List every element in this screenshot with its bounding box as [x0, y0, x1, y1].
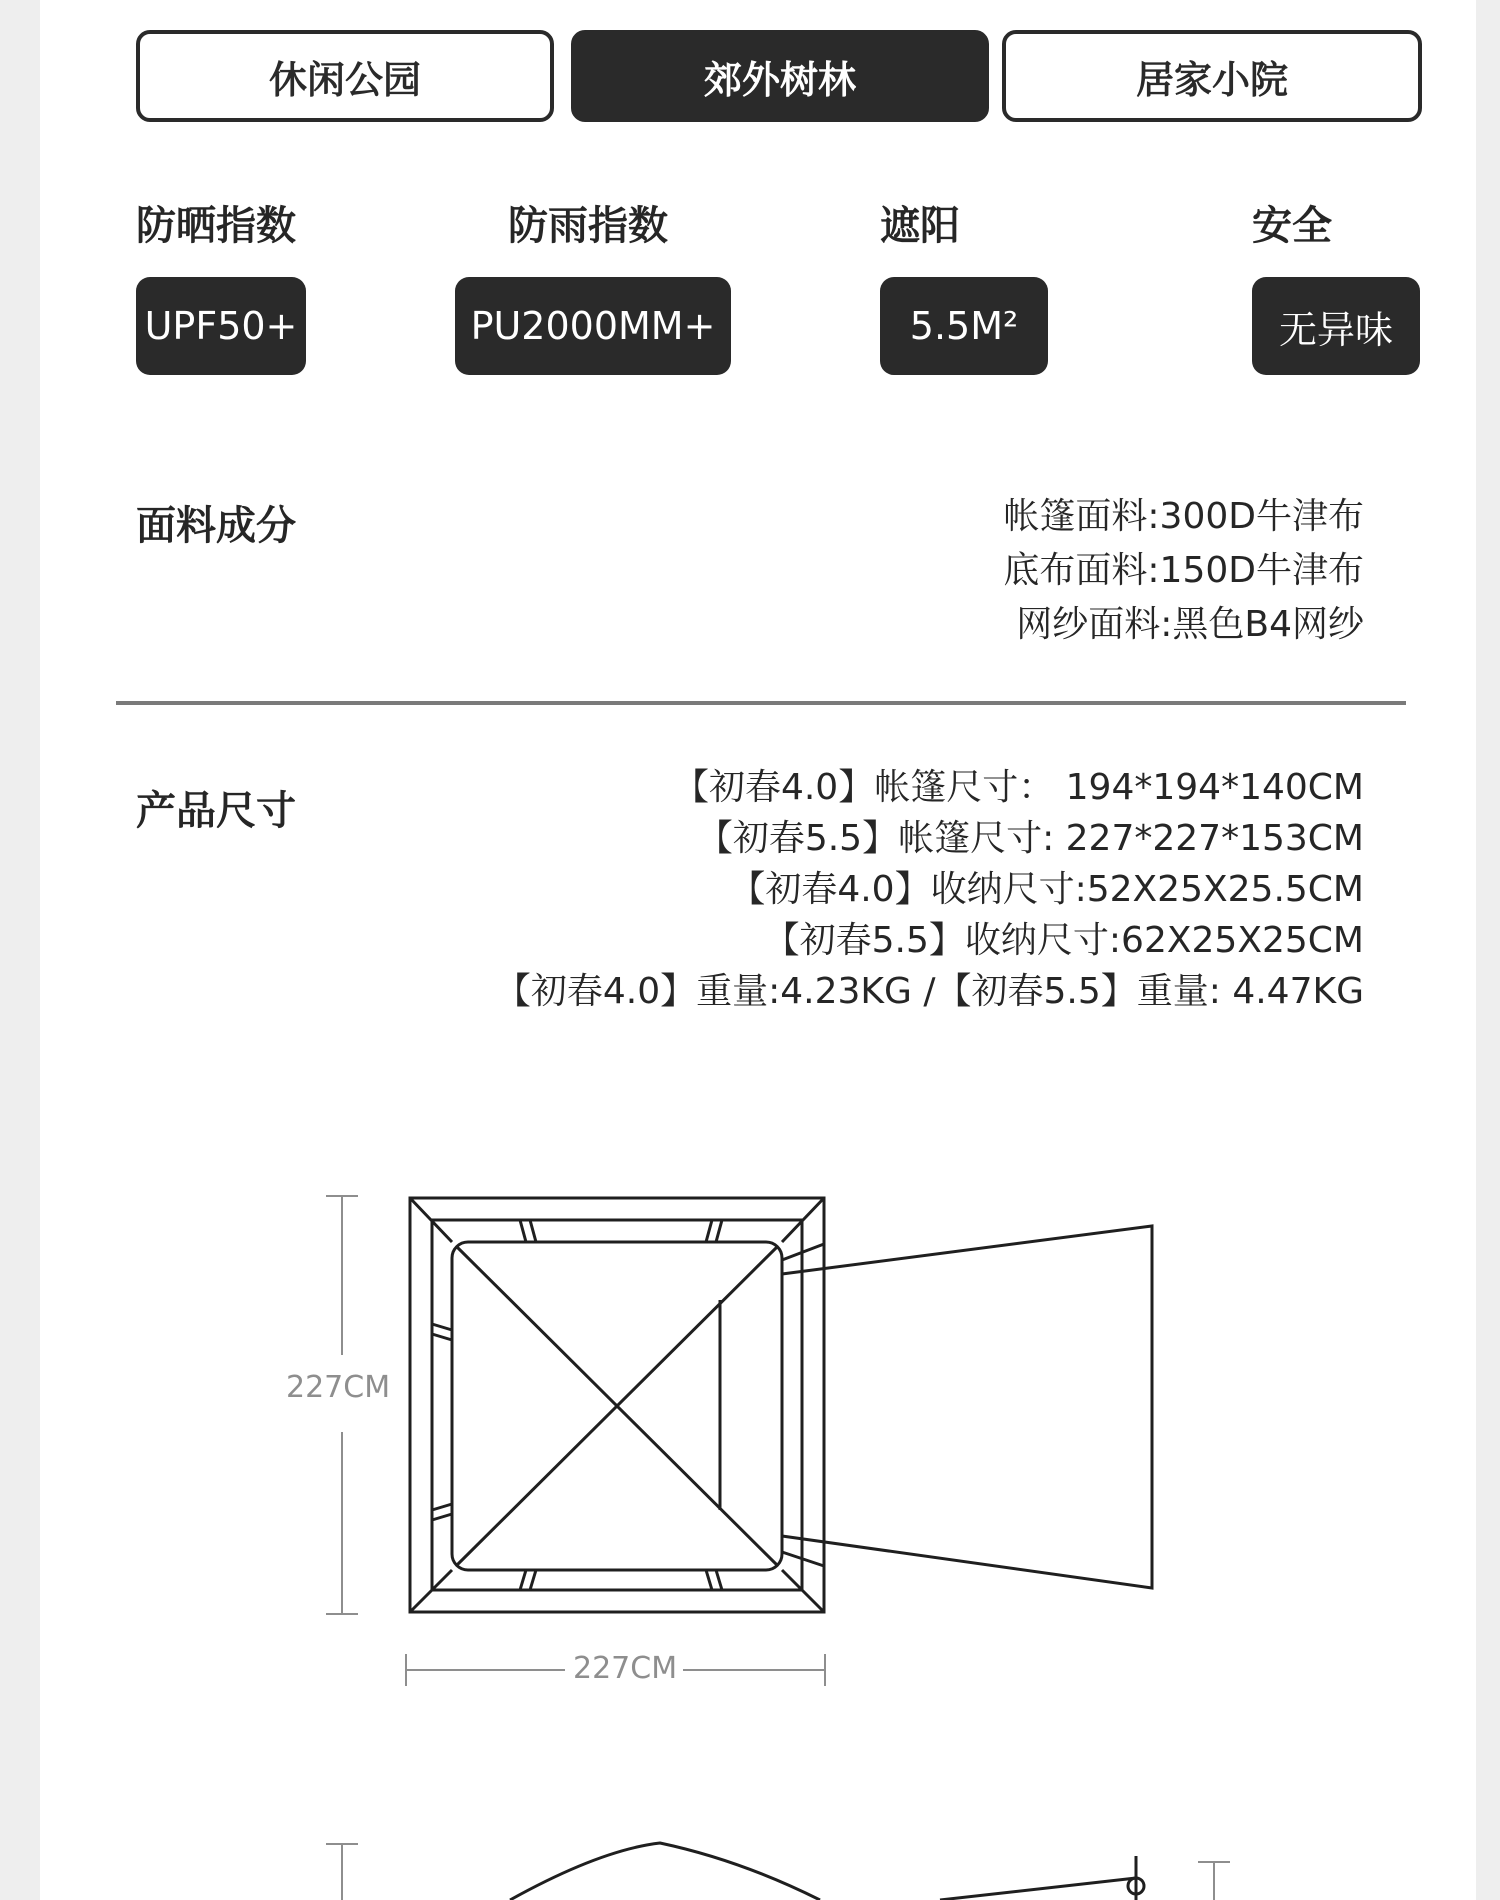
- spec-label-shade: 遮阳: [880, 203, 960, 249]
- height-dimension-label: 227CM: [280, 1370, 396, 1405]
- tab-leisure-park[interactable]: 休闲公园: [136, 30, 554, 122]
- spec-label-rain: 防雨指数: [508, 203, 668, 249]
- spec-label-safety: 安全: [1252, 203, 1332, 249]
- size-section-title: 产品尺寸: [136, 788, 296, 834]
- spec-value-uv: UPF50+: [136, 277, 306, 375]
- product-detail-page: [40, 0, 1476, 1900]
- spec-value-shade: 5.5M²: [880, 277, 1048, 375]
- tab-suburban-woods[interactable]: 郊外树林: [571, 30, 989, 122]
- size-line: 【初春5.5】帐篷尺寸: 227*227*153CM: [696, 818, 1364, 859]
- tab-home-yard[interactable]: 居家小院: [1002, 30, 1422, 122]
- size-line: 【初春4.0】帐篷尺寸： 194*194*140CM: [672, 767, 1364, 808]
- spec-value-safety: 无异味: [1252, 277, 1420, 375]
- size-line: 【初春5.5】收纳尺寸:62X25X25CM: [763, 920, 1364, 961]
- width-dimension-label: 227CM: [567, 1651, 683, 1686]
- side-view-dimension: [326, 1844, 1230, 1900]
- fabric-line: 帐篷面料:300D牛津布: [1003, 496, 1364, 537]
- size-line: 【初春4.0】重量:4.23KG /【初春5.5】重量: 4.47KG: [494, 971, 1364, 1012]
- fabric-section-title: 面料成分: [136, 503, 296, 549]
- spec-value-rain: PU2000MM+: [455, 277, 731, 375]
- tent-outline: [410, 1198, 1152, 1612]
- fabric-line: 网纱面料:黑色B4网纱: [1016, 604, 1364, 645]
- tent-top-view-diagram: [40, 0, 1476, 1900]
- size-line: 【初春4.0】收纳尺寸:52X25X25.5CM: [729, 869, 1364, 910]
- tent-side-view-partial: [510, 1843, 1144, 1900]
- height-dimension-line: [326, 1196, 358, 1614]
- spec-label-uv: 防晒指数: [136, 203, 296, 249]
- fabric-line: 底布面料:150D牛津布: [1003, 550, 1364, 591]
